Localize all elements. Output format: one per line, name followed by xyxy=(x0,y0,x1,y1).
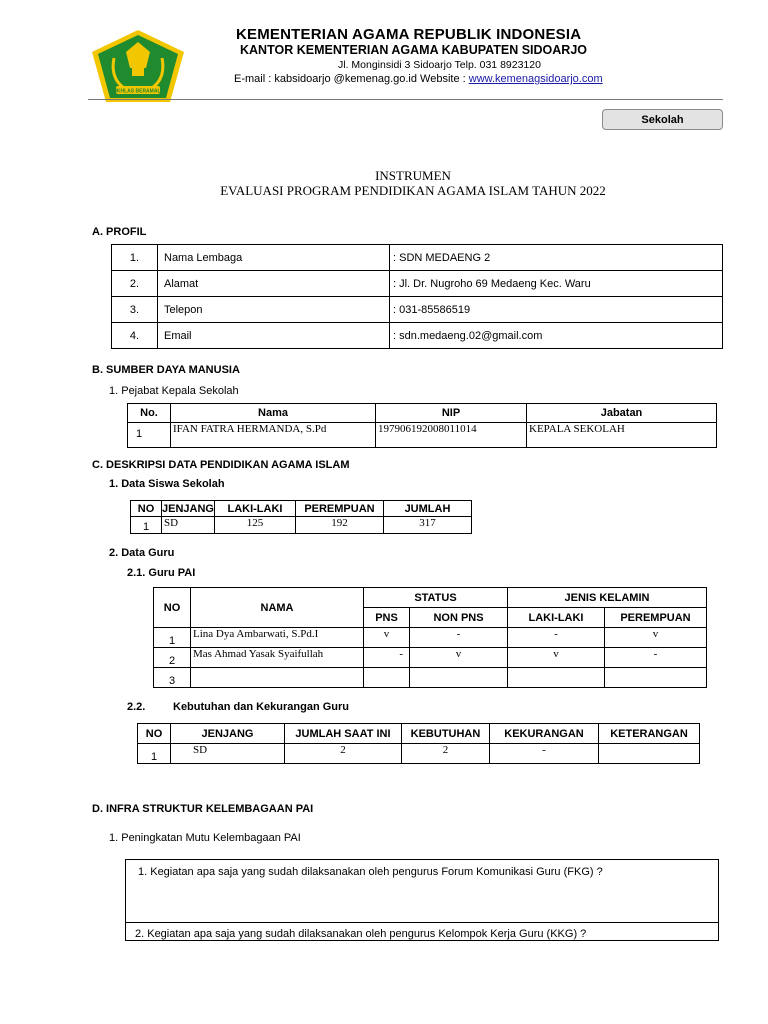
cell-nonpns: - xyxy=(410,628,508,648)
cell-perempuan xyxy=(605,668,707,688)
profile-no: 3. xyxy=(112,297,158,323)
cell-nonpns: v xyxy=(410,648,508,668)
cell-nonpns xyxy=(410,668,508,688)
table-row xyxy=(154,628,707,648)
cell-laki xyxy=(508,668,605,688)
col-header: KEKURANGAN xyxy=(490,724,599,744)
col-header: NON PNS xyxy=(410,608,508,628)
table-row xyxy=(112,271,723,297)
cell-laki: - xyxy=(508,628,605,648)
kebutuhan-guru-label: Kebutuhan dan Kekurangan Guru xyxy=(173,701,350,713)
col-header: No. xyxy=(128,404,171,423)
col-header: NO xyxy=(138,724,171,744)
data-siswa-label: 1. Data Siswa Sekolah xyxy=(109,478,225,490)
table-row xyxy=(112,323,723,349)
col-header: PEREMPUAN xyxy=(295,501,383,517)
col-header: JUMLAH xyxy=(383,501,471,517)
question-divider xyxy=(125,922,719,923)
col-header: LAKI-LAKI xyxy=(214,501,295,517)
col-header: PEREMPUAN xyxy=(605,608,707,628)
table-row xyxy=(154,648,707,668)
table-row xyxy=(112,297,723,323)
email-text: E-mail : kabsidoarjo @kemenag.go.id Website : xyxy=(234,73,469,85)
cell-no: 1 xyxy=(128,423,171,448)
cell-nama xyxy=(191,668,364,688)
table-row xyxy=(154,668,707,688)
section-c-heading: C. DESKRIPSI DATA PENDIDIKAN AGAMA ISLAM xyxy=(92,459,350,471)
col-header: Nama xyxy=(171,404,376,423)
col-header: KETERANGAN xyxy=(599,724,700,744)
col-header: JENIS KELAMIN xyxy=(508,588,707,608)
document-title-line1: INSTRUMEN xyxy=(375,168,451,183)
header-divider xyxy=(88,99,723,100)
profile-no: 4. xyxy=(112,323,158,349)
col-header: STATUS xyxy=(364,588,508,608)
kebutuhan-guru-number: 2.2. xyxy=(127,701,146,713)
question-kkg: 2. Kegiatan apa saja yang sudah dilaksanakan oleh pengurus Kelompok Kerja Guru (KKG) ? xyxy=(135,928,587,940)
contact-line xyxy=(234,73,603,85)
col-header: LAKI-LAKI xyxy=(508,608,605,628)
section-b-heading: B. SUMBER DAYA MANUSIA xyxy=(92,364,240,376)
cell-no: 2 xyxy=(154,648,191,668)
cell-laki: 125 xyxy=(214,517,295,534)
table-row xyxy=(138,744,700,764)
kemenag-logo xyxy=(90,28,186,104)
table-row xyxy=(112,245,723,271)
cell-laki: v xyxy=(508,648,605,668)
svg-text:IKHLAS BERAMAL: IKHLAS BERAMAL xyxy=(115,88,161,95)
col-header: NO xyxy=(131,501,162,517)
cell-pns xyxy=(364,668,410,688)
profile-no: 1. xyxy=(112,245,158,271)
table-row xyxy=(131,517,472,534)
cell-pns: - xyxy=(364,648,410,668)
office-subtitle: KANTOR KEMENTERIAN AGAMA KABUPATEN SIDOARJO xyxy=(240,43,587,57)
sekolah-button[interactable]: Sekolah xyxy=(602,109,723,130)
cell-perempuan: v xyxy=(605,628,707,648)
col-header: NIP xyxy=(376,404,527,423)
profile-value: : sdn.medaeng.02@gmail.com xyxy=(390,323,723,349)
profile-no: 2. xyxy=(112,271,158,297)
col-header: NO xyxy=(154,588,191,628)
col-header: NAMA xyxy=(191,588,364,628)
section-d-heading: D. INFRA STRUKTUR KELEMBAGAAN PAI xyxy=(92,803,314,815)
profile-table xyxy=(111,244,723,349)
question-fkg: 1. Kegiatan apa saja yang sudah dilaksanakan oleh pengurus Forum Komunikasi Guru (FKG) ? xyxy=(138,866,603,878)
data-siswa-table xyxy=(130,500,472,534)
cell-jenjang: SD xyxy=(171,744,285,764)
table-header-row xyxy=(131,501,472,517)
table-header-row xyxy=(128,404,717,423)
cell-kekurangan: - xyxy=(490,744,599,764)
kepala-sekolah-table xyxy=(127,403,717,448)
cell-nip: 197906192008011014 xyxy=(376,423,527,448)
col-header: JENJANG xyxy=(162,502,214,515)
table-header-row xyxy=(138,724,700,744)
profile-value: : 031-85586519 xyxy=(390,297,723,323)
col-header: Jabatan xyxy=(527,404,717,423)
table-row xyxy=(128,423,717,448)
cell-nama: IFAN FATRA HERMANDA, S.Pd xyxy=(171,423,376,448)
cell-jumlah: 317 xyxy=(383,517,471,534)
cell-no: 1 xyxy=(138,744,171,764)
kepala-sekolah-label: 1. Pejabat Kepala Sekolah xyxy=(109,385,239,397)
cell-no: 1 xyxy=(131,517,162,534)
cell-jumlah: 2 xyxy=(285,744,402,764)
office-address: Jl. Monginsidi 3 Sidoarjo Telp. 031 8923120 xyxy=(338,59,541,71)
cell-pns: v xyxy=(364,628,410,648)
cell-jenjang: SD xyxy=(162,517,215,534)
profile-label: Telepon xyxy=(158,297,390,323)
col-header: JUMLAH SAAT INI xyxy=(285,724,402,744)
profile-label: Alamat xyxy=(158,271,390,297)
data-guru-label: 2. Data Guru xyxy=(109,547,175,559)
profile-label: Nama Lembaga xyxy=(158,245,390,271)
table-header-row xyxy=(154,588,707,608)
cell-perempuan: 192 xyxy=(295,517,383,534)
cell-keterangan xyxy=(599,744,700,764)
cell-nama: Lina Dya Ambarwati, S.Pd.I xyxy=(191,628,364,648)
website-link[interactable]: www.kemenagsidoarjo.com xyxy=(468,73,603,85)
kebutuhan-guru-table xyxy=(137,723,700,764)
cell-nama: Mas Ahmad Yasak Syaifullah xyxy=(191,648,364,668)
ministry-title: KEMENTERIAN AGAMA REPUBLIK INDONESIA xyxy=(236,26,582,43)
col-header: JENJANG xyxy=(171,724,285,744)
peningkatan-mutu-label: 1. Peningkatan Mutu Kelembagaan PAI xyxy=(109,832,301,844)
guru-pai-label: 2.1. Guru PAI xyxy=(127,567,196,579)
cell-kebutuhan: 2 xyxy=(402,744,490,764)
cell-no: 1 xyxy=(154,628,191,648)
profile-value: : Jl. Dr. Nugroho 69 Medaeng Kec. Waru xyxy=(390,271,723,297)
section-a-heading: A. PROFIL xyxy=(92,226,147,238)
profile-value: : SDN MEDAENG 2 xyxy=(390,245,723,271)
profile-label: Email xyxy=(158,323,390,349)
col-header: PNS xyxy=(364,608,410,628)
cell-no: 3 xyxy=(154,668,191,688)
cell-perempuan: - xyxy=(605,648,707,668)
col-header: KEBUTUHAN xyxy=(402,724,490,744)
cell-jabatan: KEPALA SEKOLAH xyxy=(527,423,717,448)
guru-pai-table xyxy=(153,587,707,688)
document-title-line2: EVALUASI PROGRAM PENDIDIKAN AGAMA ISLAM TAHUN 2022 xyxy=(220,183,606,198)
